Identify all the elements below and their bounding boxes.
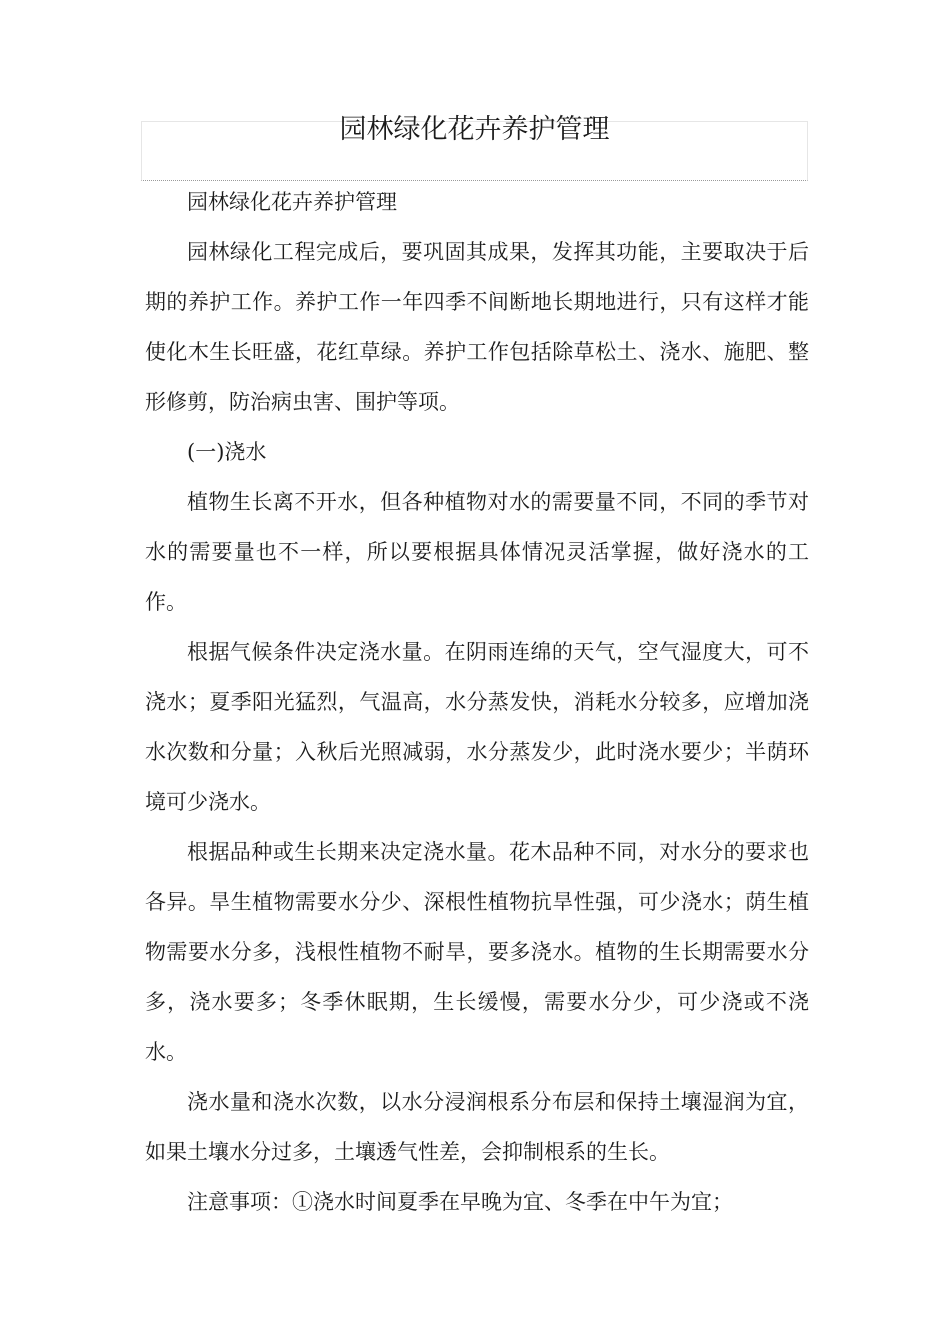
intro-paragraph: 园林绿化工程完成后，要巩固其成果，发挥其功能，主要取决于后期的养护工作。养护工作一年四季不间断地长期地进行，只有这样才能使化木生长旺盛，花红草绿。养护工作包括除草松土、浇水、施肥、整形修剪，防治病虫害、围护等项。 — [145, 240, 809, 414]
document-title: 园林绿化花卉养护管理 — [339, 114, 610, 145]
body-paragraph: 植物生长离不开水，但各种植物对水的需要量不同，不同的季节对水的需要量也不一样，所以要根据具体情况灵活掌握，做好浇水的工作。 — [145, 490, 809, 614]
body-paragraph: 根据气候条件决定浇水量。在阴雨连绵的天气，空气湿度大，可不浇水；夏季阳光猛烈，气温高，水分蒸发快，消耗水分较多，应增加浇水次数和分量；入秋后光照减弱，水分蒸发少，此时浇水要少；半荫环境可少浇水。 — [145, 640, 809, 814]
body-paragraph: 注意事项：①浇水时间夏季在早晚为宜、冬季在中午为宜； — [187, 1190, 733, 1214]
document-body — [145, 177, 809, 1227]
section-heading-watering: (一)浇水 — [187, 440, 267, 464]
body-paragraph: 根据品种或生长期来决定浇水量。花木品种不同，对水分的要求也各异。旱生植物需要水分少、深根性植物抗旱性强，可少浇水；荫生植物需要水分多，浅根性植物不耐旱，要多浇水。植物的生长期需要水分多，浇水要多；冬季休眠期，生长缓慢，需要水分少，可少浇或不浇水。 — [145, 840, 809, 1064]
subtitle-paragraph: 园林绿化花卉养护管理 — [187, 190, 397, 214]
body-paragraph: 浇水量和浇水次数，以水分浸润根系分布层和保持土壤湿润为宜，如果土壤水分过多，土壤透气性差，会抑制根系的生长。 — [145, 1090, 809, 1164]
